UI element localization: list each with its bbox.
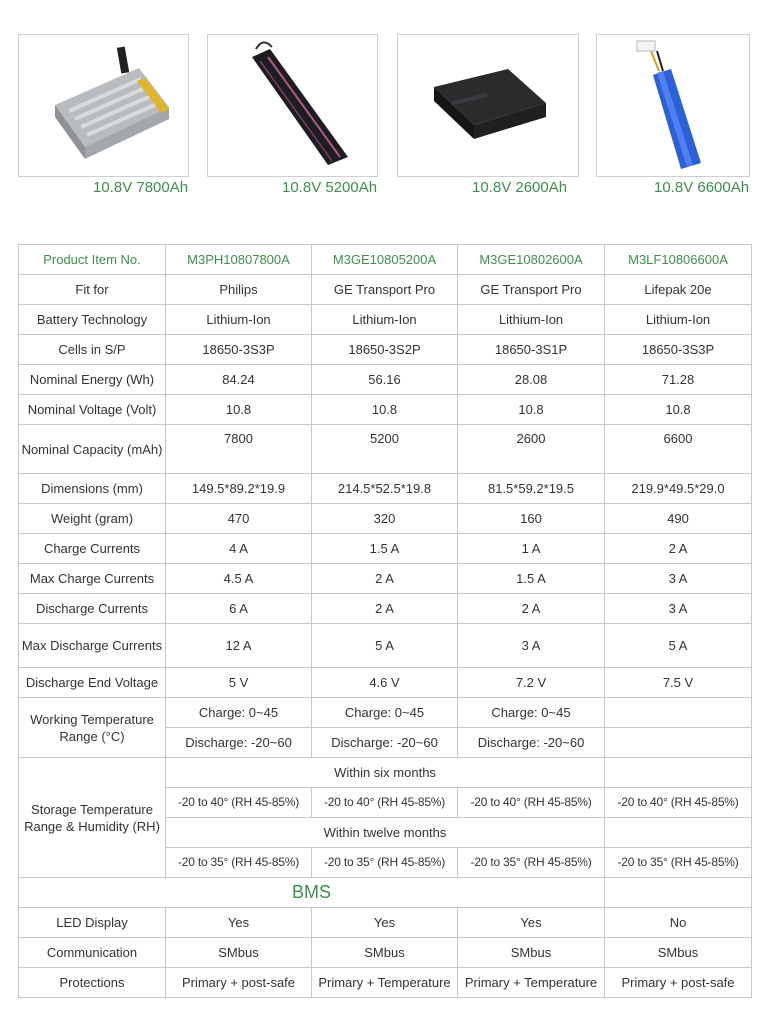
cell: Yes <box>458 908 605 938</box>
product-caption: 10.8V 5200Ah <box>282 179 378 196</box>
cell: 3 A <box>458 624 605 668</box>
cell: -20 to 40° (RH 45-85%) <box>166 788 312 818</box>
row-label: Weight (gram) <box>19 504 166 534</box>
cell: 10.8 <box>312 395 458 425</box>
row-label: Max Charge Currents <box>19 564 166 594</box>
table-row <box>19 365 752 395</box>
cell: SMbus <box>166 938 312 968</box>
row-label: Protections <box>19 968 166 998</box>
bms-header-row <box>19 878 752 908</box>
cell: Primary + post-safe <box>605 968 752 998</box>
cell: Discharge: -20~60 <box>166 728 312 758</box>
cell: No <box>605 908 752 938</box>
cell: 18650-3S2P <box>312 335 458 365</box>
cell: Discharge: -20~60 <box>312 728 458 758</box>
cell: -20 to 35° (RH 45-85%) <box>312 848 458 878</box>
cell: Charge: 0~45 <box>458 698 605 728</box>
product-caption: 10.8V 2600Ah <box>472 179 568 196</box>
cell: 1 A <box>458 534 605 564</box>
cell: Yes <box>166 908 312 938</box>
period-label: Within six months <box>166 758 605 788</box>
product-image-2 <box>207 34 378 177</box>
cell: -20 to 35° (RH 45-85%) <box>605 848 752 878</box>
row-label: Discharge Currents <box>19 594 166 624</box>
cell: SMbus <box>458 938 605 968</box>
cell: -20 to 40° (RH 45-85%) <box>312 788 458 818</box>
table-row <box>19 938 752 968</box>
cell <box>605 818 752 848</box>
cell: 5 A <box>312 624 458 668</box>
product-caption: 10.8V 6600Ah <box>654 179 750 196</box>
cell: 10.8 <box>458 395 605 425</box>
blue-cylinder-battery-image <box>597 35 749 176</box>
cell: Lithium-Ion <box>458 305 605 335</box>
table-row <box>19 698 752 728</box>
black-box-battery-image <box>398 35 578 176</box>
cell: Philips <box>166 275 312 305</box>
table-row <box>19 504 752 534</box>
row-label: Dimensions (mm) <box>19 474 166 504</box>
cell <box>605 698 752 728</box>
cell: 470 <box>166 504 312 534</box>
row-label: Fit for <box>19 275 166 305</box>
row-label: Cells in S/P <box>19 335 166 365</box>
table-row <box>19 305 752 335</box>
cell: Lifepak 20e <box>605 275 752 305</box>
table-row <box>19 908 752 938</box>
spec-table <box>18 244 752 998</box>
table-row <box>19 474 752 504</box>
row-label: Nominal Voltage (Volt) <box>19 395 166 425</box>
cell: 6 A <box>166 594 312 624</box>
table-row <box>19 335 752 365</box>
table-header-row <box>19 245 752 275</box>
row-label: Nominal Energy (Wh) <box>19 365 166 395</box>
cell <box>605 758 752 788</box>
cell: -20 to 40° (RH 45-85%) <box>605 788 752 818</box>
cell: 2 A <box>312 564 458 594</box>
cell: 5200 <box>312 425 458 474</box>
product-image-3 <box>397 34 579 177</box>
cell: 28.08 <box>458 365 605 395</box>
cell: 5 A <box>605 624 752 668</box>
cell: 219.9*49.5*29.0 <box>605 474 752 504</box>
cell: 18650-3S1P <box>458 335 605 365</box>
row-label: Working Temperature Range (°C) <box>19 698 166 758</box>
cell: 18650-3S3P <box>166 335 312 365</box>
table-row <box>19 594 752 624</box>
cell: SMbus <box>312 938 458 968</box>
cell: SMbus <box>605 938 752 968</box>
cell: 81.5*59.2*19.5 <box>458 474 605 504</box>
table-row <box>19 968 752 998</box>
product-image-4 <box>596 34 750 177</box>
cell: 214.5*52.5*19.8 <box>312 474 458 504</box>
cell: GE Transport Pro <box>458 275 605 305</box>
cell: 12 A <box>166 624 312 668</box>
cell: 4 A <box>166 534 312 564</box>
cell: 84.24 <box>166 365 312 395</box>
cell: 6600 <box>605 425 752 474</box>
header-cell: M3GE10802600A <box>458 245 605 275</box>
cell: Discharge: -20~60 <box>458 728 605 758</box>
row-label: LED Display <box>19 908 166 938</box>
cell: 149.5*89.2*19.9 <box>166 474 312 504</box>
product-image-1 <box>18 34 189 177</box>
product-caption: 10.8V 7800Ah <box>93 179 189 196</box>
cell: 71.28 <box>605 365 752 395</box>
cell: -20 to 35° (RH 45-85%) <box>166 848 312 878</box>
cell <box>605 728 752 758</box>
header-cell: Product Item No. <box>19 245 166 275</box>
row-label: Discharge End Voltage <box>19 668 166 698</box>
row-label: Storage Temperature Range & Humidity (RH) <box>19 758 166 878</box>
cell: -20 to 40° (RH 45-85%) <box>458 788 605 818</box>
table-row <box>19 395 752 425</box>
table-row <box>19 564 752 594</box>
gray-battery-pack-image <box>19 35 188 176</box>
cell: Charge: 0~45 <box>166 698 312 728</box>
table-row <box>19 668 752 698</box>
cell: 3 A <box>605 564 752 594</box>
cell: 160 <box>458 504 605 534</box>
cell: 18650-3S3P <box>605 335 752 365</box>
cell: 2 A <box>458 594 605 624</box>
cell: 56.16 <box>312 365 458 395</box>
cell: 1.5 A <box>458 564 605 594</box>
cell: 320 <box>312 504 458 534</box>
cell: 7.5 V <box>605 668 752 698</box>
cell: Charge: 0~45 <box>312 698 458 728</box>
table-row <box>19 275 752 305</box>
cell: 4.6 V <box>312 668 458 698</box>
row-label: Charge Currents <box>19 534 166 564</box>
row-label: Max Discharge Currents <box>19 624 166 668</box>
header-cell: M3GE10805200A <box>312 245 458 275</box>
cell: 3 A <box>605 594 752 624</box>
row-label: Nominal Capacity (mAh) <box>19 425 166 474</box>
cell: 2600 <box>458 425 605 474</box>
period-label: Within twelve months <box>166 818 605 848</box>
row-label: Battery Technology <box>19 305 166 335</box>
cell: 10.8 <box>605 395 752 425</box>
cell: Primary + Temperature <box>312 968 458 998</box>
cell: 7800 <box>166 425 312 474</box>
cell: 7.2 V <box>458 668 605 698</box>
bms-title: BMS <box>19 878 605 908</box>
cell <box>605 878 752 908</box>
cell: 1.5 A <box>312 534 458 564</box>
cell: Lithium-Ion <box>312 305 458 335</box>
table-row <box>19 534 752 564</box>
cell: 4.5 A <box>166 564 312 594</box>
header-cell: M3PH10807800A <box>166 245 312 275</box>
cell: Yes <box>312 908 458 938</box>
header-cell: M3LF10806600A <box>605 245 752 275</box>
cell: 5 V <box>166 668 312 698</box>
table-row <box>19 758 752 788</box>
black-stick-battery-image <box>208 35 377 176</box>
cell: 2 A <box>312 594 458 624</box>
cell: 490 <box>605 504 752 534</box>
row-label: Communication <box>19 938 166 968</box>
cell: GE Transport Pro <box>312 275 458 305</box>
cell: Primary + Temperature <box>458 968 605 998</box>
cell: 10.8 <box>166 395 312 425</box>
cell: 2 A <box>605 534 752 564</box>
table-row <box>19 624 752 668</box>
cell: Lithium-Ion <box>166 305 312 335</box>
cell: Primary + post-safe <box>166 968 312 998</box>
cell: -20 to 35° (RH 45-85%) <box>458 848 605 878</box>
table-row <box>19 425 752 474</box>
cell: Lithium-Ion <box>605 305 752 335</box>
